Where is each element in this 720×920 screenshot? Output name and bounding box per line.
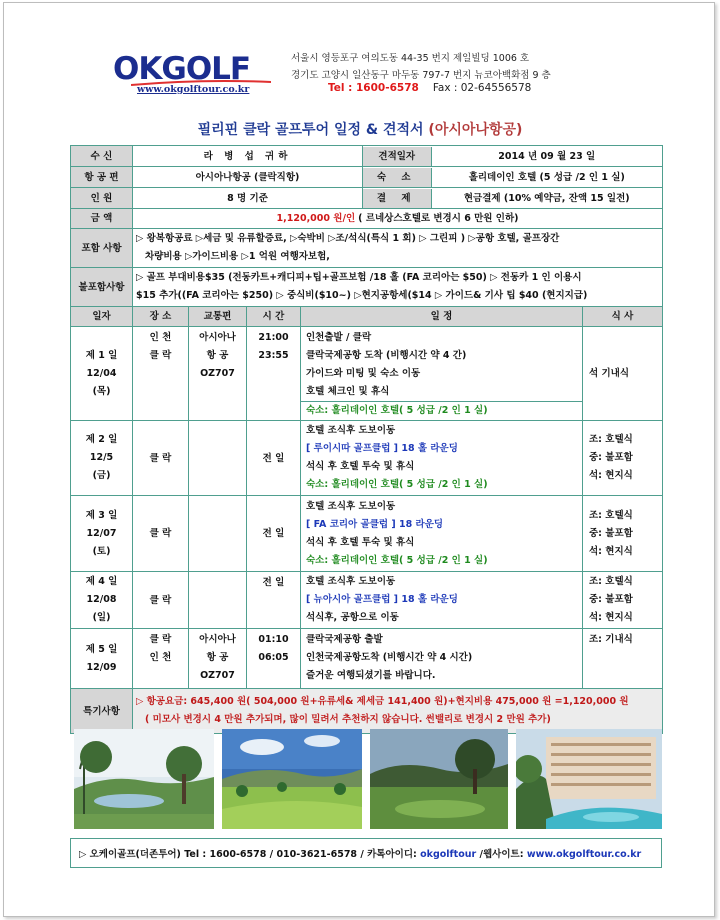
place-cell (133, 327, 189, 421)
golf-club: [ FA 코리아 골클럽 ] 18 라운딩 (306, 518, 444, 530)
schedule-row (71, 496, 663, 572)
special-cell (133, 689, 663, 734)
hotel-line: 숙소: 홀리데이인 호텔( 5 성급 /2 인 1 실) (306, 554, 488, 566)
title-airline: (아시아나항공) (428, 122, 523, 138)
airline-label: 항 공 편 (71, 167, 133, 188)
payment-value: 현금결제 (10% 예약금, 잔액 15 일전) (463, 192, 630, 204)
itinerary-item: 석식 후 호텔 투숙 및 휴식 (306, 536, 415, 548)
meal: 조: 호텔식 (589, 509, 633, 521)
excluded-line-1: ▷ 골프 부대비용$35 (전동카트+캐디피+팁+골프보험 /18 홀 (FA 코리아는 $50) ▷ 전동카 1 인 이용시 (136, 272, 582, 283)
itinerary-cell (301, 629, 583, 689)
time: 전 일 (247, 496, 301, 572)
meal: 조: 호텔식 (589, 434, 633, 445)
quote-table (70, 145, 663, 734)
itinerary-item: 호텔 조식후 도보이동 (306, 576, 396, 587)
special-line-1: ▷ 항공요금: 645,400 원( 504,000 원+유류세& 제세금 141,400 원)+현지비용 475,000 원 =1,120,000 원 (136, 696, 629, 707)
itinerary-item: 인천출발 / 클락 (306, 332, 372, 343)
price-label: 금 액 (71, 209, 133, 229)
itinerary-cell (301, 496, 583, 572)
special-row (71, 689, 663, 734)
special-label: 특기사항 (71, 689, 133, 734)
hotel-line: 숙소: 홀리데이인 호텔( 5 성급 /2 인 1 실) (301, 401, 582, 420)
day-cell (71, 572, 133, 629)
included-line-1: ▷ 왕복항공료 ▷세금 및 유류할증료, ▷숙박비 ▷조/석식(특식 1 회) ▷ 그린피 ) ▷공항 호텔, 골프장간 (136, 233, 560, 244)
price-value: 1,120,000 원/인 (276, 213, 356, 224)
people-label: 인 원 (71, 188, 133, 209)
day-date: 12/07 (86, 527, 117, 539)
schedule-row (71, 421, 663, 496)
meals-cell (583, 572, 663, 629)
excluded-label: 불포함사항 (71, 268, 133, 307)
col-transport: 교통편 (189, 307, 247, 327)
footer-text: ▷ 오케이골프(더존투어) Tel : 1600-6578 / 010-3621-6578 / 카톡아이디: (79, 849, 417, 860)
golf-club: [ 뉴아시아 골프클럽 ] 18 홀 라운딩 (306, 594, 458, 605)
day-weekday: (목) (92, 385, 111, 397)
day-weekday: (금) (92, 470, 111, 481)
col-date: 일자 (71, 307, 133, 327)
title-main: 필리핀 클락 골프투어 일정 & 견적서 (197, 122, 424, 138)
time-cell (247, 629, 301, 689)
tel-number: Tel : 1600-6578 (328, 82, 419, 94)
day-date: 12/5 (89, 452, 114, 463)
place: 인 천 (149, 652, 172, 663)
itinerary-item: 호텔 조식후 도보이동 (306, 425, 396, 436)
quote-date-label: 견적일자 (363, 147, 431, 166)
logo-golf: GOLF (161, 51, 251, 87)
schedule-row (71, 572, 663, 629)
included-label: 포함 사항 (71, 229, 133, 268)
recipient-value: 라 병 섭 귀하 (133, 146, 363, 167)
meal: 조: 기내식 (589, 634, 633, 645)
page-title (0, 119, 720, 139)
day-number: 제 4 일 (85, 576, 118, 587)
itinerary-item: 호텔 체크인 및 휴식 (306, 386, 390, 397)
special-line-2: ( 미모사 변경시 4 만원 추가되며, 많이 밀려서 추천하지 않습니다. 썬밸리로 변경시 2 만원 추가) (145, 714, 551, 725)
itinerary-item: 석식후, 공항으로 이동 (306, 612, 399, 623)
place: 클 락 (133, 421, 189, 496)
site-label: /웹사이트: (479, 849, 524, 860)
included-line-2: 차량비용 ▷가이드비용 ▷1 억원 여행자보험, (145, 251, 330, 262)
col-meals: 식 사 (583, 307, 663, 327)
transport: 아시아나 (199, 634, 236, 645)
col-itinerary: 일 정 (301, 307, 583, 327)
itinerary-item: 즐거운 여행되셨기를 바랍니다. (306, 670, 436, 681)
day-cell (71, 327, 133, 421)
lodging-label: 숙 소 (363, 168, 431, 187)
website-link[interactable]: www.okgolftour.co.kr (526, 849, 642, 860)
day-date: 12/09 (86, 661, 117, 673)
transport: OZ707 (200, 670, 235, 681)
itinerary-cell (301, 572, 583, 629)
excluded-line-2: $15 추가((FA 코리아는 $250) ▷ 중식비($10~) ▷현지공항세($14 ▷ 가이드& 기사 팁 $40 (현지지급) (136, 290, 588, 301)
transport: 아시아나 (199, 332, 236, 343)
transport: OZ707 (200, 368, 235, 379)
day-cell (71, 629, 133, 689)
golf-course-photo-2 (222, 729, 362, 829)
transport-cell (189, 421, 247, 496)
place: 클 락 (133, 496, 189, 572)
day-weekday: (토) (92, 545, 111, 557)
itinerary-cell (301, 327, 583, 421)
meal: 중: 불포함 (589, 527, 633, 539)
address-seoul: 서울시 영등포구 여의도동 44-35 번지 제일빌딩 1006 호 (291, 53, 530, 64)
itinerary-item: 클락국제공항 출발 (306, 634, 383, 645)
meal: 조: 호텔식 (589, 576, 633, 587)
place: 클 락 (133, 572, 189, 629)
itinerary-item: 호텔 조식후 도보이동 (306, 500, 396, 512)
golf-club: [ 루이시따 골프클럽 ] 18 홀 라운딩 (306, 443, 458, 454)
people-value: 8 명 기준 (133, 188, 363, 209)
meal: 석: 현지식 (589, 470, 633, 481)
day-date: 12/08 (86, 594, 117, 605)
recipient-label: 수 신 (71, 146, 133, 167)
okgolf-logo[interactable] (113, 53, 278, 99)
place: 클 락 (149, 350, 172, 361)
transport-cell (189, 327, 247, 421)
meal: 석: 현지식 (589, 612, 633, 623)
golf-course-photo-3 (370, 729, 508, 829)
itinerary-item: 석식 후 호텔 투숙 및 휴식 (306, 461, 415, 472)
address-goyang: 경기도 고양시 일산동구 마두동 797-7 번지 뉴코아백화점 9 층 (291, 70, 551, 81)
itinerary-item: 인천국제공항도착 (비행시간 약 4 시간) (306, 652, 473, 663)
hotel-line: 숙소: 홀리데이인 호텔( 5 성급 /2 인 1 실) (306, 479, 488, 490)
transport: 항 공 (206, 652, 229, 663)
place: 인 천 (149, 332, 172, 343)
kakao-id[interactable]: okgolftour (420, 849, 477, 860)
meal: 중: 불포함 (589, 594, 633, 605)
meals-cell (583, 421, 663, 496)
schedule-row (71, 327, 663, 421)
contact-line (328, 82, 531, 94)
time: 23:55 (258, 350, 289, 361)
itinerary-cell (301, 421, 583, 496)
time-cell (247, 327, 301, 421)
itinerary-item: 클락국제공항 도착 (비행시간 약 4 간) (306, 350, 467, 361)
fax-number: Fax : 02-64556578 (432, 82, 532, 94)
day-number: 제 3 일 (85, 509, 118, 521)
meals-cell (583, 496, 663, 572)
meal: 석 기내식 (589, 367, 630, 379)
day-number: 제 2 일 (85, 434, 118, 445)
schedule-header-row (71, 307, 663, 327)
day-cell (71, 496, 133, 572)
golf-course-photo-1 (74, 729, 214, 829)
day-number: 제 5 일 (85, 643, 118, 655)
payment-label: 결 제 (363, 189, 431, 208)
time: 전 일 (247, 572, 301, 629)
day-number: 제 1 일 (85, 349, 118, 361)
time: 전 일 (247, 421, 301, 496)
logo-url[interactable]: www.okgolftour.co.kr (137, 84, 250, 95)
footer-contact (70, 838, 662, 868)
meal: 석: 현지식 (589, 545, 633, 557)
excluded-cell (133, 268, 663, 307)
included-cell (133, 229, 663, 268)
day-date: 12/04 (86, 367, 117, 379)
transport-cell (189, 572, 247, 629)
schedule-row (71, 629, 663, 689)
transport-cell (189, 496, 247, 572)
logo-ok: OK (113, 51, 162, 87)
col-time: 시 간 (247, 307, 301, 327)
transport: 항 공 (206, 350, 229, 361)
place: 클 락 (149, 634, 172, 645)
col-place: 장 소 (133, 307, 189, 327)
hotel-pool-photo (516, 729, 662, 829)
price-cell (133, 209, 663, 229)
place-cell (133, 629, 189, 689)
meal: 중: 불포함 (589, 452, 633, 463)
meals-cell (583, 327, 663, 421)
day-weekday: (일) (92, 612, 111, 623)
transport-cell (189, 629, 247, 689)
time: 01:10 (258, 634, 289, 645)
meals-cell (583, 629, 663, 689)
quote-date-value: 2014 년 09 월 23 일 (498, 150, 596, 162)
day-cell (71, 421, 133, 496)
itinerary-item: 가이드와 미팅 및 숙소 이동 (306, 368, 421, 379)
lodging-value: 홀리데이인 호텔 (5 성급 /2 인 1 실) (468, 171, 625, 183)
airline-value: 아시아나항공 (클락직항) (133, 167, 363, 188)
time: 06:05 (258, 652, 289, 663)
time: 21:00 (258, 332, 289, 343)
price-note: ( 르네상스호텔로 변경시 6 만원 인하) (358, 213, 519, 224)
